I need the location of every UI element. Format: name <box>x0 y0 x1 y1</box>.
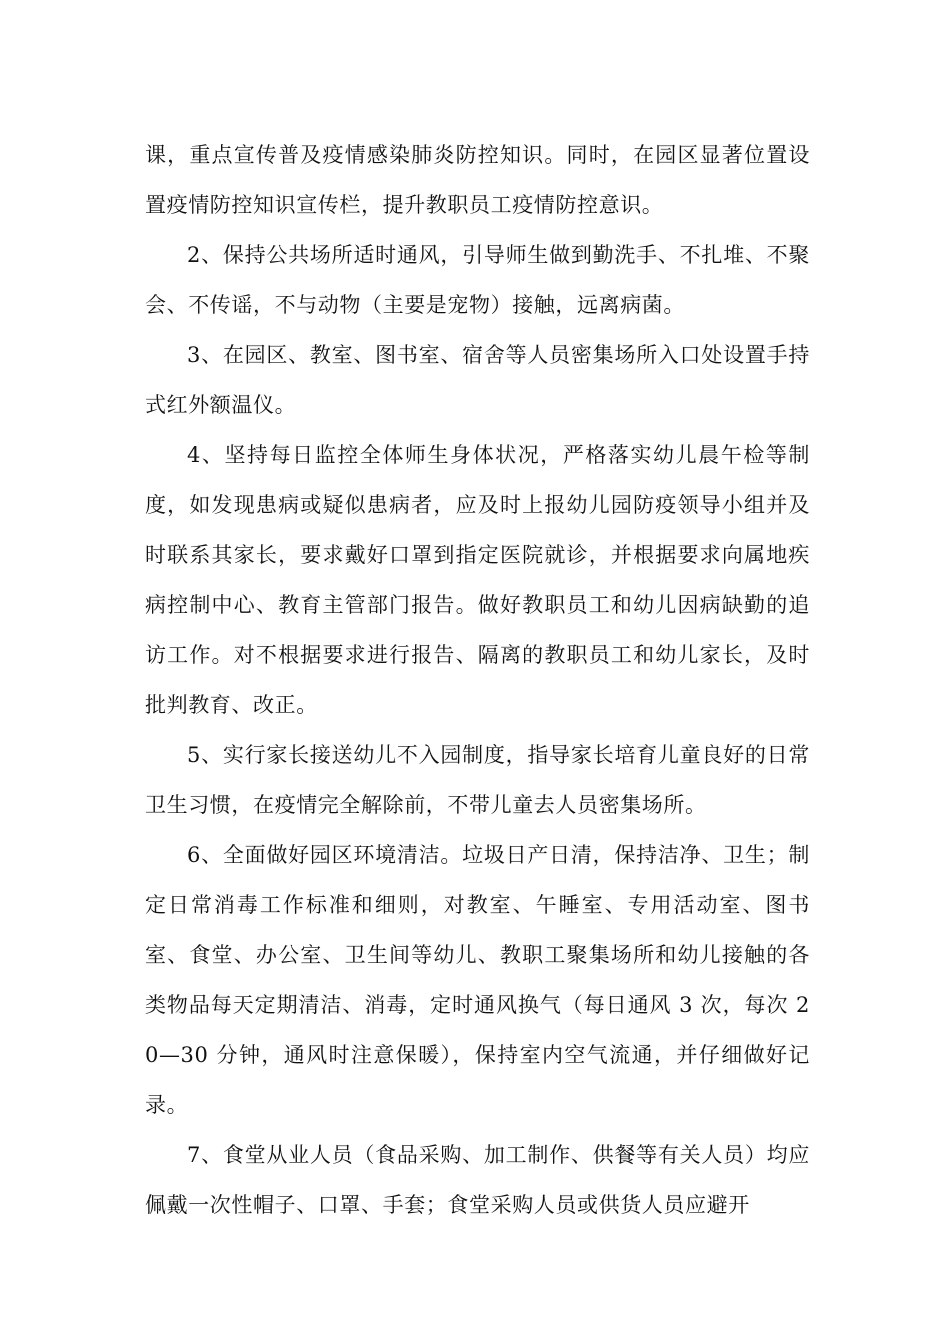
paragraph-7: 7、食堂从业人员（食品采购、加工制作、供餐等有关人员）均应佩戴一次性帽子、口罩、手套；食堂采购人员或供货人员应避开 <box>145 1143 810 1217</box>
paragraph-2: 2、保持公共场所适时通风，引导师生做到勤洗手、不扎堆、不聚会、不传谣，不与动物（主要是宠物）接触，远离病菌。 <box>145 243 810 317</box>
paragraph-6: 6、全面做好园区环境清洁。垃圾日产日清，保持洁净、卫生；制定日常消毒工作标准和细则，对教室、午睡室、专用活动室、图书室、食堂、办公室、卫生间等幼儿、教职工聚集场所和幼儿接触的各类物品每天定期清洁、消毒，定时通风换气（每日通风 3 次，每次 20—30 分钟，通风时注意保暖），保持室内空气流通，并仔细做好记录。 <box>145 843 810 1117</box>
paragraph-3: 3、在园区、教室、图书室、宿舍等人员密集场所入口处设置手持式红外额温仪。 <box>145 343 810 417</box>
document-body <box>145 130 810 1230</box>
paragraph-5: 5、实行家长接送幼儿不入园制度，指导家长培育儿童良好的日常卫生习惯，在疫情完全解除前，不带儿童去人员密集场所。 <box>145 743 810 817</box>
paragraph-4: 4、坚持每日监控全体师生身体状况，严格落实幼儿晨午检等制度，如发现患病或疑似患病者，应及时上报幼儿园防疫领导小组并及时联系其家长，要求戴好口罩到指定医院就诊，并根据要求向属地疾病控制中心、教育主管部门报告。做好教职员工和幼儿因病缺勤的追访工作。对不根据要求进行报告、隔离的教职员工和幼儿家长，及时批判教育、改正。 <box>145 443 810 717</box>
paragraph-1: 课，重点宣传普及疫情感染肺炎防控知识。同时，在园区显著位置设置疫情防控知识宣传栏，提升教职员工疫情防控意识。 <box>145 143 810 217</box>
